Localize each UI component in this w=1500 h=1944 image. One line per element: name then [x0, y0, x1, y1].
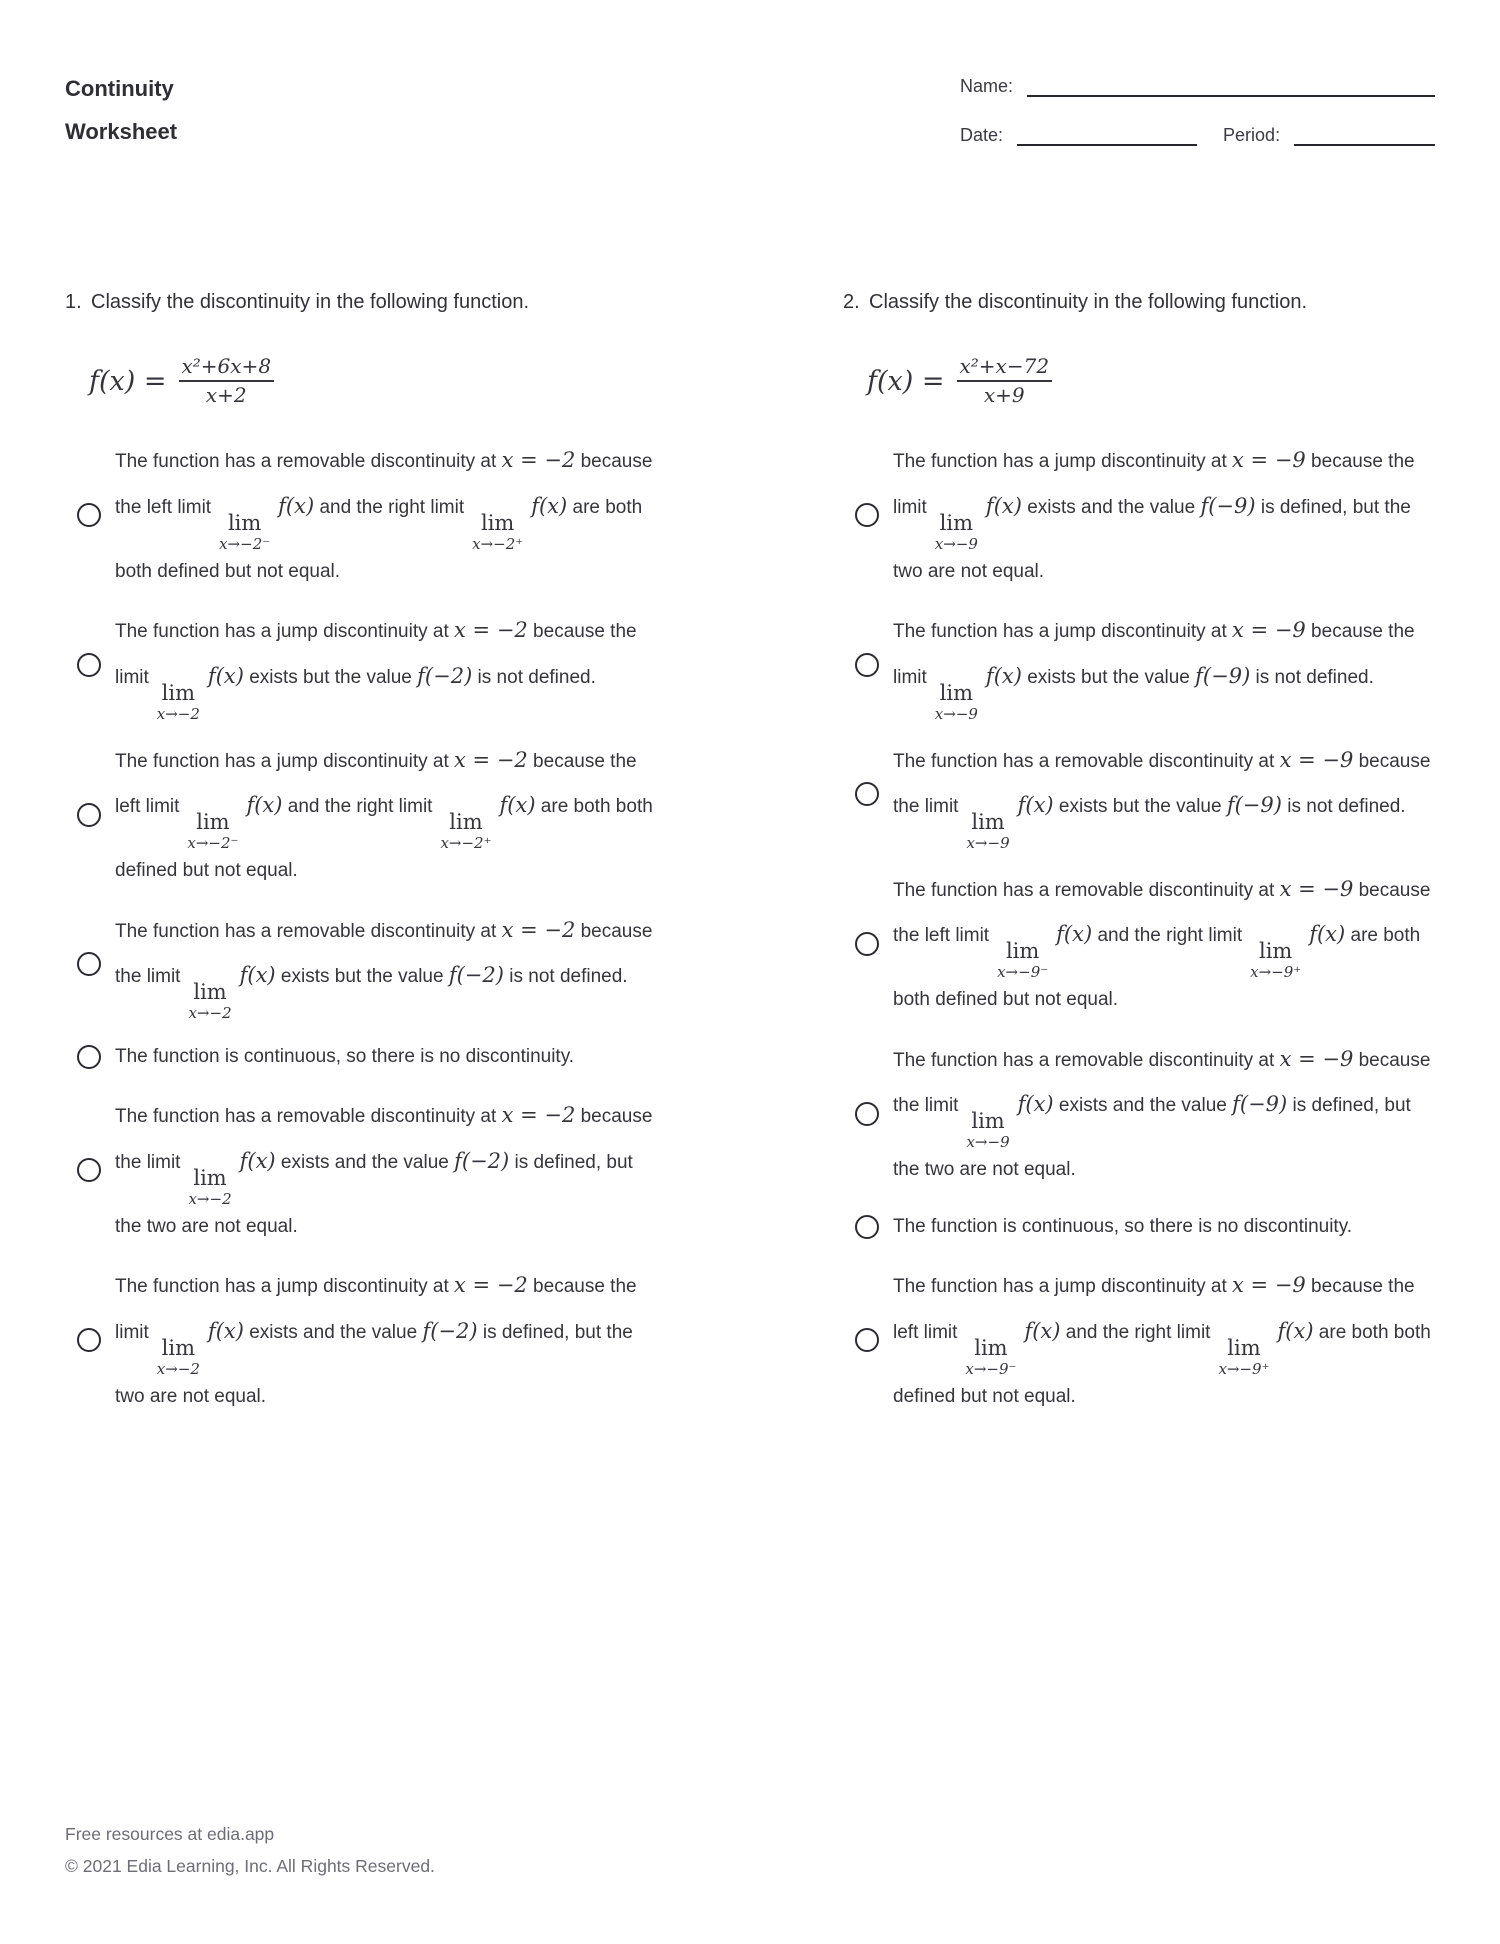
math-expression: f(−2) [448, 962, 504, 987]
question-2-number: 2. [843, 291, 860, 313]
fraction-numerator: x²+x−72 [957, 354, 1053, 382]
limit-expression: lim x→−2⁻ [187, 809, 239, 852]
answer-option [855, 738, 1435, 851]
math-expression: x = −9 [1279, 876, 1354, 901]
math-expression: f(−2) [417, 663, 473, 688]
option-text-segment: is defined, but the two are not equal. [115, 1151, 633, 1237]
limit-expression: lim x→−2 [188, 1165, 232, 1208]
option-text-segment: because the limit [893, 621, 1415, 688]
radio-button[interactable] [855, 782, 879, 806]
option-text-segment: The function has a removable discontinuity at [893, 1049, 1280, 1071]
option-text [115, 1093, 657, 1247]
name-blank-line [1027, 76, 1435, 97]
radio-button[interactable] [855, 1102, 879, 1126]
question-1-head [65, 286, 657, 318]
radio-button[interactable] [77, 1045, 101, 1069]
option-text-segment: exists but the value [243, 666, 418, 688]
option-text [115, 1037, 574, 1078]
option-text-segment: is defined, but the two are not equal. [115, 1321, 633, 1407]
option-text-segment: are both both defined but not equal. [893, 1321, 1431, 1407]
radio-button[interactable] [77, 1328, 101, 1352]
limit-expression: lim x→−2 [156, 680, 200, 723]
option-text-segment: The function has a jump discontinuity at [893, 1276, 1233, 1298]
option-text [893, 438, 1435, 592]
option-text-segment: because the left limit [893, 879, 1431, 946]
function-fraction [957, 354, 1053, 408]
math-expression: x = −2 [454, 618, 528, 643]
option-text [115, 1263, 657, 1417]
radio-button[interactable] [77, 653, 101, 677]
answer-option [855, 1263, 1435, 1417]
math-expression: x = −2 [501, 448, 576, 473]
option-text-segment: The function has a jump discontinuity at [115, 750, 455, 772]
option-text-segment: exists and the value [1021, 496, 1201, 518]
option-text-segment: The function has a removable discontinuity at [115, 920, 502, 942]
name-label: Name: [960, 76, 1014, 96]
limit-expression: lim x→−9 [966, 809, 1010, 852]
option-text-segment: is not defined. [503, 965, 628, 987]
option-text-segment: exists but the value [1053, 795, 1227, 817]
option-text [115, 738, 657, 892]
answer-option [855, 608, 1435, 721]
option-text-segment: exists but the value [1021, 666, 1196, 688]
date-blank-line [1017, 125, 1197, 146]
math-expression: f(x) [239, 962, 276, 987]
answer-option [77, 1263, 657, 1417]
math-expression: x = −2 [501, 1103, 576, 1128]
option-text [115, 438, 657, 592]
question-2-head [843, 286, 1435, 318]
math-expression: f(x) [985, 663, 1022, 688]
option-text-segment: because the limit [893, 750, 1431, 817]
math-expression: f(x) [278, 493, 315, 518]
option-text-segment: The function is continuous, so there is no discontinuity. [115, 1045, 575, 1067]
math-expression: f(x) [1017, 1091, 1054, 1116]
limit-expression: lim x→−2 [156, 1335, 200, 1378]
math-expression: f(−2) [454, 1148, 510, 1173]
period-blank-line [1294, 125, 1435, 146]
option-text-segment: because the limit [893, 451, 1415, 518]
option-text [893, 867, 1435, 1021]
student-fields [960, 68, 1435, 174]
radio-button[interactable] [77, 952, 101, 976]
math-expression: f(−9) [1232, 1091, 1288, 1116]
option-text [893, 1037, 1435, 1191]
math-expression: x = −9 [1232, 1273, 1306, 1298]
math-expression: x = −2 [454, 747, 528, 772]
footer-resources-text: Free resources at edia.app [65, 1824, 275, 1844]
footer-copyright-text: © 2021 Edia Learning, Inc. All Rights Reserved. [65, 1855, 435, 1876]
footer [65, 1819, 435, 1882]
answer-option [855, 1037, 1435, 1191]
question-1-function [89, 354, 657, 408]
option-text-segment: The function has a jump discontinuity at [893, 451, 1233, 473]
header [65, 68, 1435, 174]
option-text-segment: because the left limit [115, 451, 653, 518]
radio-button[interactable] [77, 503, 101, 527]
period-label: Period: [1223, 125, 1281, 145]
option-text-segment: The function has a removable discontinuity at [893, 879, 1280, 901]
fraction-numerator: x²+6x+8 [179, 354, 275, 382]
answer-option [855, 867, 1435, 1021]
option-text-segment: The function has a jump discontinuity at [115, 1276, 455, 1298]
option-text-segment: because the limit [893, 1049, 1431, 1116]
math-expression: f(x) [499, 792, 536, 817]
math-expression: f(x) [207, 663, 244, 688]
math-expression: f(x) [246, 792, 283, 817]
option-text-segment: because the limit [115, 920, 653, 987]
radio-button[interactable] [855, 1328, 879, 1352]
radio-button[interactable] [77, 1158, 101, 1182]
function-fraction [179, 354, 275, 408]
title-line-1: Continuity [65, 76, 174, 101]
radio-button[interactable] [77, 803, 101, 827]
limit-expression: lim x→−2⁺ [472, 510, 524, 553]
question-2-options [843, 438, 1435, 1417]
option-text [115, 608, 657, 721]
questions-container [65, 286, 1435, 1433]
option-text-segment: exists and the value [1053, 1094, 1233, 1116]
limit-expression: lim x→−2 [188, 979, 232, 1022]
answer-option [77, 438, 657, 592]
option-text-segment: because the left limit [115, 750, 637, 817]
radio-button[interactable] [855, 1215, 879, 1239]
math-expression: x = −9 [1232, 618, 1306, 643]
option-text-segment: The function has a removable discontinuity at [115, 451, 502, 473]
limit-expression: lim x→−9⁻ [965, 1335, 1017, 1378]
answer-option [855, 1207, 1435, 1248]
option-text-segment: and the right limit [1060, 1321, 1211, 1343]
option-text-segment: is not defined. [1250, 666, 1374, 688]
option-text-segment: The function has a removable discontinuity at [115, 1106, 502, 1128]
math-expression: f(x) [207, 1318, 244, 1343]
option-text-segment: and the right limit [1092, 924, 1243, 946]
answer-option [77, 608, 657, 721]
question-2 [843, 286, 1435, 1433]
answer-option [855, 438, 1435, 592]
option-text-segment: exists and the value [275, 1151, 455, 1173]
radio-button[interactable] [855, 932, 879, 956]
name-field-row [960, 76, 1435, 97]
option-text-segment: and the right limit [314, 496, 465, 518]
question-1-number: 1. [65, 291, 82, 313]
math-expression: f(x) [985, 493, 1022, 518]
answer-option [77, 1037, 657, 1078]
option-text [893, 1207, 1352, 1248]
radio-button[interactable] [855, 503, 879, 527]
question-1-options [65, 438, 657, 1417]
function-lhs: f(x) = [89, 365, 167, 397]
function-lhs: f(x) = [867, 365, 945, 397]
option-text-segment: are both both defined but not equal. [115, 795, 653, 881]
option-text [893, 738, 1435, 851]
math-expression: f(x) [1056, 921, 1093, 946]
answer-option [77, 738, 657, 892]
option-text-segment: is not defined. [1281, 795, 1406, 817]
limit-expression: lim x→−9⁺ [1250, 938, 1302, 981]
option-text-segment: because the limit [115, 621, 637, 688]
option-text-segment: exists and the value [243, 1321, 423, 1343]
option-text [115, 908, 657, 1021]
option-text-segment: because the limit [115, 1106, 653, 1173]
fraction-denominator: x+9 [983, 383, 1025, 408]
math-expression: f(−9) [1226, 792, 1282, 817]
option-text-segment: and the right limit [282, 795, 433, 817]
math-expression: f(x) [531, 493, 568, 518]
worksheet-title [65, 68, 177, 154]
option-text-segment: is defined, but the two are not equal. [893, 1094, 1411, 1180]
math-expression: x = −9 [1279, 747, 1354, 772]
math-expression: f(x) [1017, 792, 1054, 817]
math-expression: f(x) [1024, 1318, 1061, 1343]
math-expression: x = −2 [454, 1273, 528, 1298]
date-period-field-row [960, 125, 1435, 146]
math-expression: x = −2 [501, 917, 576, 942]
limit-expression: lim x→−9⁺ [1218, 1335, 1270, 1378]
limit-expression: lim x→−2⁺ [440, 809, 492, 852]
option-text-segment: because the left limit [893, 1276, 1415, 1343]
math-expression: x = −9 [1279, 1046, 1354, 1071]
option-text-segment: The function has a removable discontinuity at [893, 750, 1280, 772]
question-1 [65, 286, 657, 1433]
option-text-segment: are both both defined but not equal. [115, 496, 643, 582]
option-text-segment: are both both defined but not equal. [893, 924, 1421, 1010]
option-text-segment: The function has a jump discontinuity at [893, 621, 1233, 643]
answer-option [77, 1093, 657, 1247]
answer-option [77, 908, 657, 1021]
radio-button[interactable] [855, 653, 879, 677]
math-expression: f(x) [239, 1148, 276, 1173]
title-line-2: Worksheet [65, 118, 178, 144]
option-text [893, 1263, 1435, 1417]
option-text-segment: is defined, but the two are not equal. [893, 496, 1411, 582]
math-expression: f(−9) [1195, 663, 1251, 688]
limit-expression: lim x→−9⁻ [997, 938, 1049, 981]
option-text-segment: is not defined. [472, 666, 596, 688]
math-expression: x = −9 [1232, 448, 1306, 473]
math-expression: f(x) [1277, 1318, 1314, 1343]
math-expression: f(−9) [1200, 493, 1256, 518]
question-2-function [867, 354, 1435, 408]
date-label: Date: [960, 125, 1004, 145]
question-2-prompt: Classify the discontinuity in the following function. [869, 291, 1308, 313]
option-text-segment: The function has a jump discontinuity at [115, 621, 455, 643]
fraction-denominator: x+2 [205, 383, 247, 408]
math-expression: f(x) [1309, 921, 1346, 946]
math-expression: f(−2) [422, 1318, 478, 1343]
limit-expression: lim x→−9 [934, 510, 978, 553]
option-text-segment: exists but the value [275, 965, 449, 987]
limit-expression: lim x→−9 [934, 680, 978, 723]
limit-expression: lim x→−9 [966, 1108, 1010, 1151]
option-text-segment: The function is continuous, so there is no discontinuity. [893, 1215, 1353, 1237]
limit-expression: lim x→−2⁻ [219, 510, 271, 553]
question-1-prompt: Classify the discontinuity in the following function. [91, 291, 530, 313]
option-text [893, 608, 1435, 721]
option-text-segment: because the limit [115, 1276, 637, 1343]
